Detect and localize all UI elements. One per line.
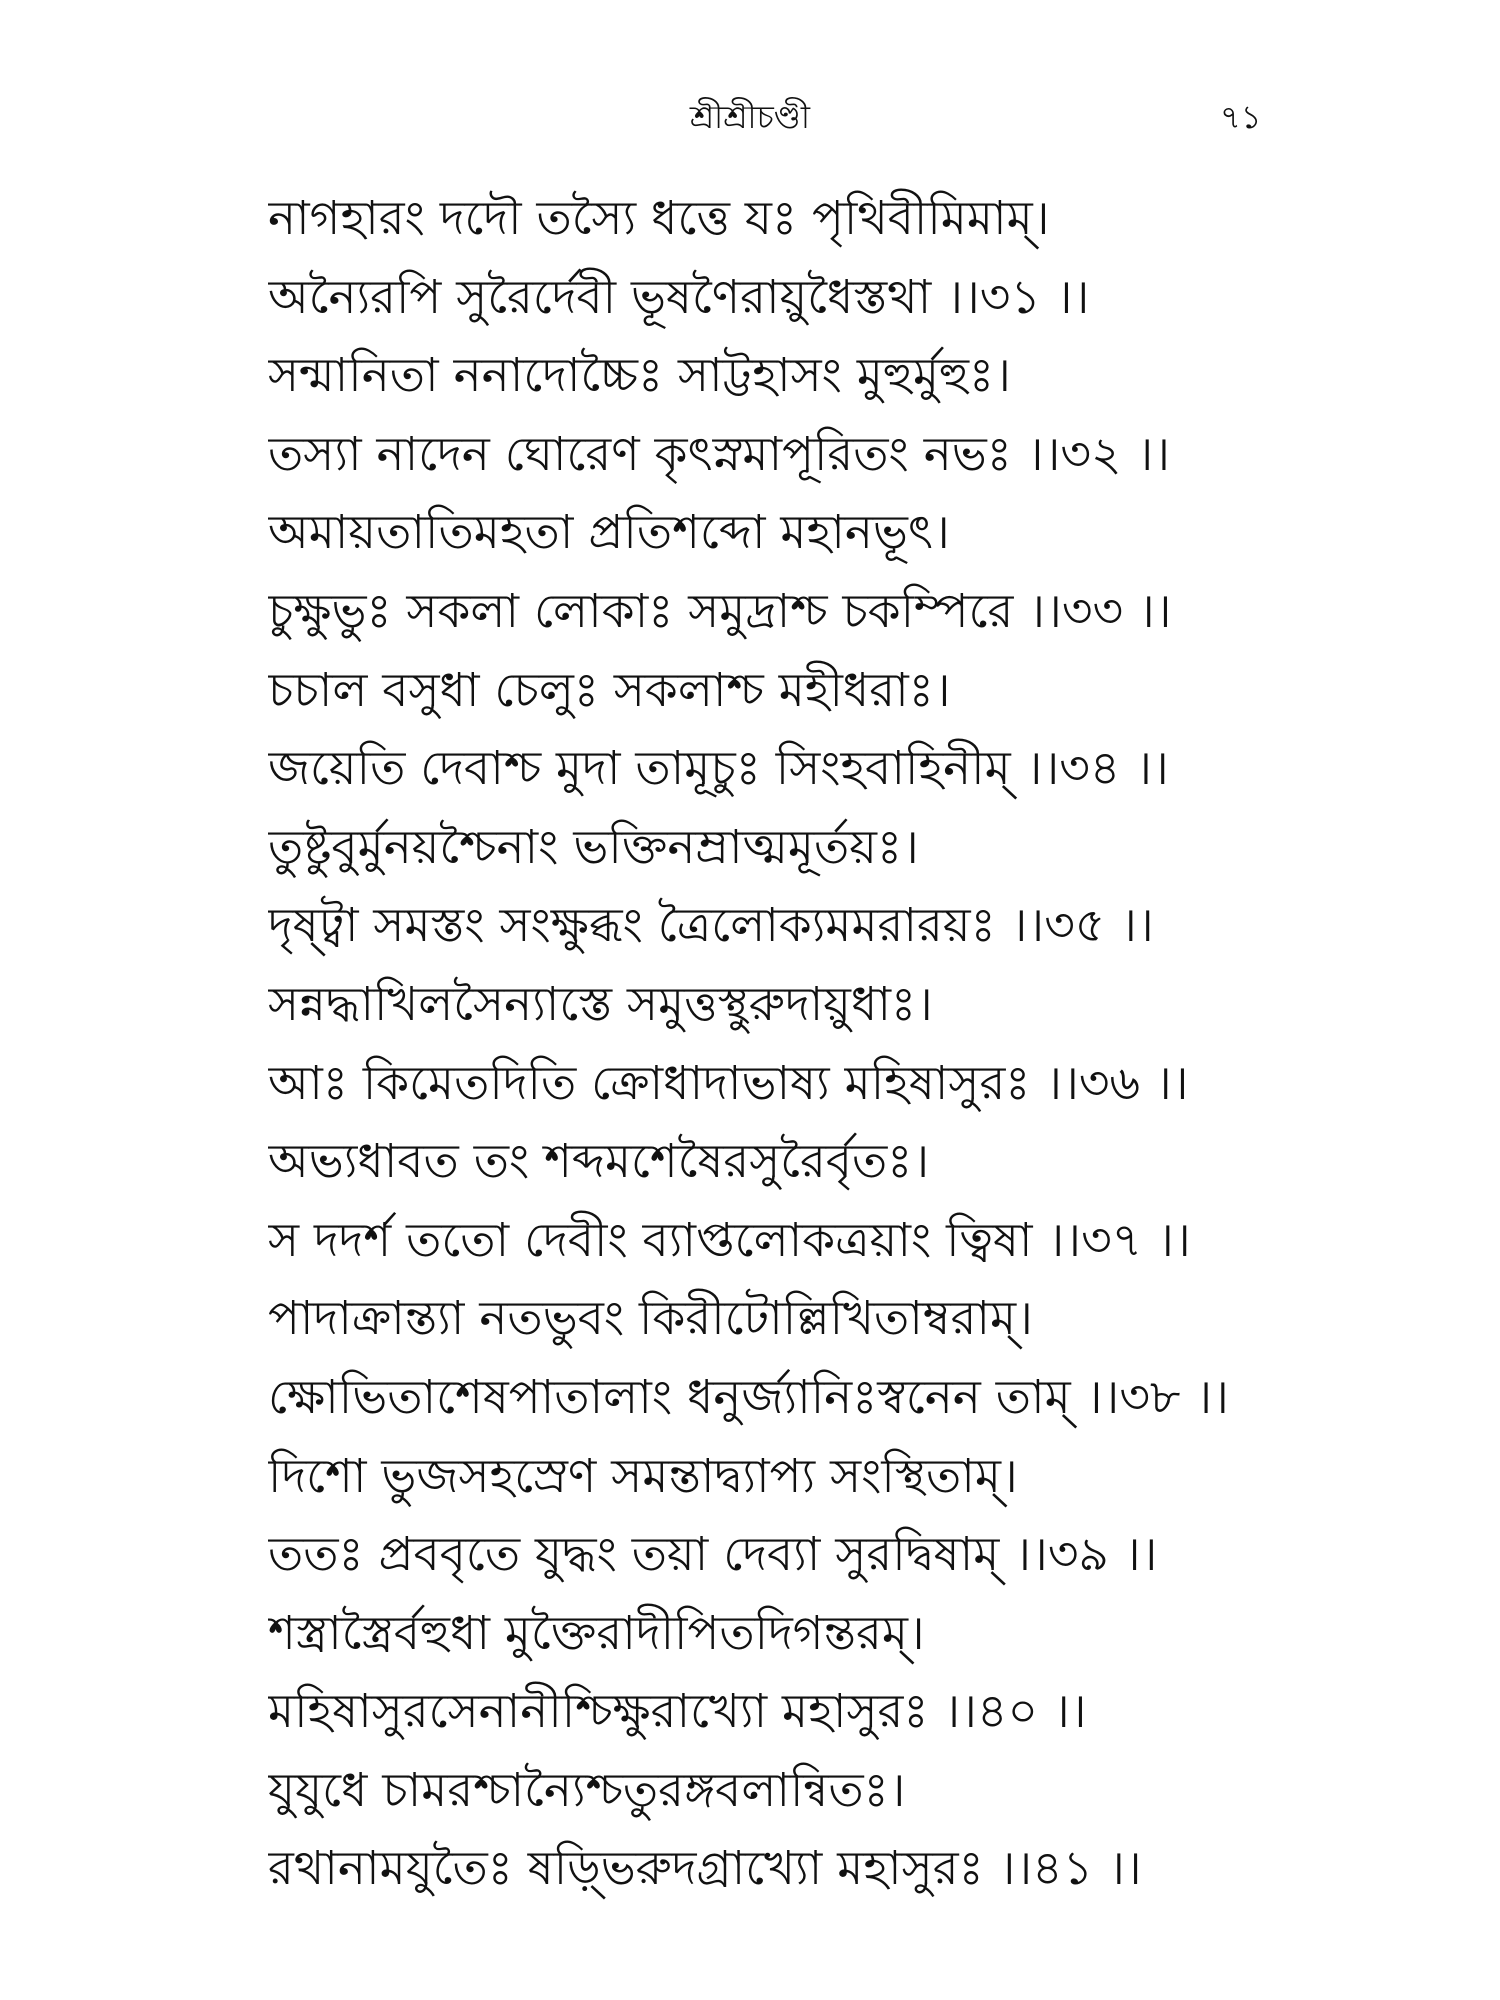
verse-line: তুষ্টুবুর্মুনয়শ্চৈনাং ভক্তিনম্রাত্মমূর্তয়ঃ। — [268, 819, 919, 875]
verse-line: অমায়তাতিমহতা প্রতিশব্দো মহানভূৎ। — [268, 505, 950, 561]
verse-line: রথানামযুতৈঃ ষড়্ভিরুদগ্রাখ্যো মহাসুরঃ ।।৪১ ।। — [268, 1841, 1142, 1897]
running-header — [0, 92, 1500, 142]
verse-line: শস্ত্রাস্ত্রৈর্বহুধা মুক্তৈরাদীপিতদিগন্তরম্। — [268, 1605, 925, 1661]
verse-line: সন্নদ্ধাখিলসৈন্যাস্তে সমুত্তস্থুরুদায়ুধাঃ। — [268, 976, 933, 1032]
verse-line: জয়েতি দেবাশ্চ মুদা তামূচুঃ সিংহবাহিনীম্ ।।৩৪ ।। — [268, 741, 1169, 797]
verse-block — [268, 180, 1448, 1909]
verse-line: অন্যৈরপি সুরৈর্দেবী ভূষণৈরায়ুধৈস্তথা ।।৩১ ।। — [268, 269, 1090, 325]
verse-line: আঃ কিমেতদিতি ক্রোধাদাভাষ্য মহিষাসুরঃ ।।৩৬ ।। — [268, 1055, 1189, 1111]
verse-line: চুক্ষুভুঃ সকলা লোকাঃ সমুদ্রাশ্চ চকম্পিরে ।।৩৩ ।। — [268, 583, 1172, 639]
verse-line: সন্মানিতা ননাদোচ্চৈঃ সাট্টহাসং মুহুর্মুহুঃ। — [268, 348, 1011, 404]
page-title: শ্রীশ্রীচণ্ডী — [689, 98, 811, 136]
verse-line: দিশো ভুজসহস্রেণ সমন্তাদ্ব্যাপ্য সংস্থিতাম্। — [268, 1448, 1018, 1504]
verse-line: মহিষাসুরসেনানীশ্চিক্ষুরাখ্যো মহাসুরঃ ।।৪০ ।। — [268, 1684, 1087, 1740]
page-number: ৭১ — [1220, 98, 1262, 136]
verse-line: তস্যা নাদেন ঘোরেণ কৃৎস্নমাপূরিতং নভঃ ।।৩২ ।। — [268, 426, 1171, 482]
verse-line: নাগহারং দদৌ তস্যৈ ধত্তে যঃ পৃথিবীমিমাম্। — [268, 191, 1050, 246]
verse-line: যুযুধে চামরশ্চান্যৈশ্চতুরঙ্গবলান্বিতঃ। — [268, 1762, 906, 1818]
verse-line: ততঃ প্রববৃতে যুদ্ধং তয়া দেব্যা সুরদ্বিষাম্ ।।৩৯ ।। — [268, 1527, 1158, 1583]
verse-line: ক্ষোভিতাশেষপাতালাং ধনুর্জ্যানিঃস্বনেন তাম্ ।।৩৮ ।। — [268, 1369, 1229, 1425]
verse-line: চচাল বসুধা চেলুঃ সকলাশ্চ মহীধরাঃ। — [268, 662, 951, 718]
verse-line: পাদাক্রান্ত্যা নতভুবং কিরীটোল্লিখিতাম্বরাম্। — [268, 1291, 1033, 1347]
verse-line: স দদর্শ ততো দেবীং ব্যাপ্তলোকত্রয়াং ত্বিষা ।।৩৭ ।। — [268, 1212, 1191, 1268]
verse-line: অভ্যধাবত তং শব্দমশেষৈরসুরৈর্বৃতঃ। — [268, 1134, 930, 1190]
verse-line: দৃষ্ট্বা সমস্তং সংক্ষুব্ধং ত্রৈলোক্যমমরারয়ঃ ।।৩৫ ।। — [268, 898, 1154, 954]
